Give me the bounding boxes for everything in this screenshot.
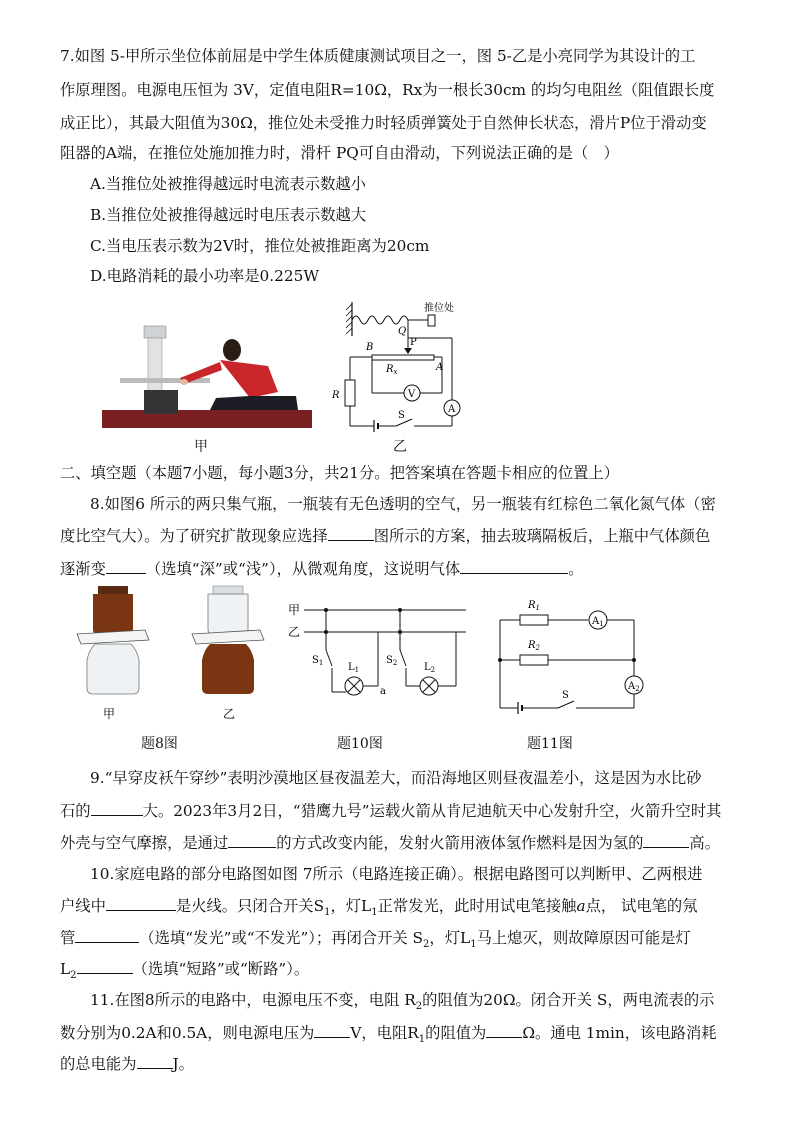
q9-line-2: 石的 大。2023年3月2日，“猎鹰九号”运载火箭从肯尼迪航天中心发射升空，火箭升空时其 xyxy=(60,802,722,820)
switch-s2-label: $S_2$ xyxy=(386,655,398,667)
q7-line-4: 阻器的A端，在推位处施加推力时，滑杆 PQ可自由滑动，下列说法正确的是（ ） xyxy=(60,144,619,162)
q8-blank-3[interactable] xyxy=(460,558,568,574)
q11-line-3: 的总电能为 J。 xyxy=(60,1055,194,1073)
q8-line-1: 8.如图6 所示的两只集气瓶，一瓶装有无色透明的空气，另一瓶装有红棕色二氧化氮气体（密 xyxy=(90,495,716,513)
q7-figure-yi-caption: 乙 xyxy=(393,439,407,455)
label-r: R xyxy=(332,390,340,401)
caption-fig10: 题10图 xyxy=(337,736,383,752)
q10-blank-1[interactable] xyxy=(106,895,176,911)
parallel-circuit-figure xyxy=(492,590,652,720)
q7-option-a: A.当推位处被推得越远时电流表示数越小 xyxy=(90,175,366,193)
q8-blank-1[interactable] xyxy=(328,525,374,541)
gas-jars-figure xyxy=(75,582,265,722)
point-a-label: a xyxy=(380,686,386,697)
label-q: Q xyxy=(398,326,407,337)
fig8-jia-label: 甲 xyxy=(103,707,116,721)
section-2-title: 二、填空题（本题7小题，每小题3分，共21分。把答案填在答题卡相应的位置上） xyxy=(60,464,620,482)
label-s: S xyxy=(398,410,405,421)
q9-blank-2[interactable] xyxy=(228,832,276,848)
label-a-end: A xyxy=(436,362,444,373)
q8-blank-2[interactable] xyxy=(106,558,146,574)
q10-line-3: 管 （选填“发光”或“不发光”）；再闭合开关 $S_2$，灯$L_1$马上熄灭，则故障原因可能是灯 xyxy=(60,929,691,951)
label-b: B xyxy=(366,342,374,353)
wire-jia-label: 甲 xyxy=(288,603,301,617)
switch-s1-label: $S_1$ xyxy=(312,655,324,667)
ammeter-label: A xyxy=(448,404,456,415)
label-rx: $R_x$ xyxy=(386,364,398,376)
q7-figure-jia-caption: 甲 xyxy=(194,439,208,455)
q11-blank-1[interactable] xyxy=(314,1022,350,1038)
q7-option-b: B.当推位处被推得越远时电压表示数越大 xyxy=(90,206,367,224)
q11-line-1: 11.在图8所示的电路中，电源电压不变，电阻 $R_2$的阻值为20Ω。闭合开关 S，两电流表的示 xyxy=(90,991,715,1013)
push-point-label: 推位处 xyxy=(424,303,454,314)
wire-yi-label: 乙 xyxy=(288,625,301,639)
q9-line-1: 9.“早穿皮袄午穿纱”表明沙漠地区昼夜温差大，而沿海地区则昼夜温差小，这是因为水比砂 xyxy=(90,769,702,787)
voltmeter-label: V xyxy=(408,389,416,400)
q8-line-2: 度比空气大）。为了研究扩散现象应选择 图所示的方案，抽去玻璃隔板后，上瓶中气体颜色 xyxy=(60,527,711,545)
switch-s-label: S xyxy=(562,690,569,701)
ammeter-a1-label: $A_1$ xyxy=(592,616,604,628)
q10-blank-3[interactable] xyxy=(77,958,133,974)
q11-line-2: 数分别为0.2A和0.5A，则电源电压为 V，电阻$R_1$的阻值为 Ω。通电 1min，该电路消耗 xyxy=(60,1024,717,1046)
q10-blank-2[interactable] xyxy=(75,927,139,943)
q7-line-3: 成正比），其最大阻值为30Ω，推位处未受推力时轻质弹簧处于自然伸长状态，滑片P位于滑动变 xyxy=(60,114,707,132)
sit-and-reach-photo xyxy=(100,318,315,430)
push-circuit-diagram xyxy=(330,298,470,458)
q9-line-3: 外壳与空气摩擦，是通过 的方式改变内能，发射火箭用液体氢作燃料是因为氢的 高。 xyxy=(60,834,721,852)
r1-label: $R_1$ xyxy=(528,600,540,612)
lamp-l1-label: $L_1$ xyxy=(348,662,360,674)
lamp-l2-label: $L_2$ xyxy=(424,662,436,674)
q7-line-2: 作原理图。电源电压恒为 3V，定值电阻R=10Ω，Rx为一根长30cm 的均匀电阻丝（阻值跟长度 xyxy=(60,81,715,99)
q10-line-2: 户线中 是火线。只闭合开关$S_1$，灯$L_1$正常发光，此时用试电笔接触a点， 试电笔的氖 xyxy=(60,897,698,919)
q7-option-c: C.当电压表示数为2V时，推位处被推距离为20cm xyxy=(90,237,430,255)
q11-blank-3[interactable] xyxy=(137,1053,173,1069)
ammeter-a2-label: $A_2$ xyxy=(628,681,640,693)
q7-option-d: D.电路消耗的最小功率是0.225W xyxy=(90,267,320,285)
q7-line-1: 7.如图 5-甲所示坐位体前屈是中学生体质健康测试项目之一，图 5-乙是小亮同学为其设计的工 xyxy=(60,47,696,65)
caption-fig11: 题11图 xyxy=(527,736,573,752)
q11-blank-2[interactable] xyxy=(486,1022,522,1038)
label-p: P xyxy=(410,337,417,348)
q9-blank-3[interactable] xyxy=(643,832,689,848)
fig8-yi-label: 乙 xyxy=(223,707,236,721)
household-circuit-figure xyxy=(286,600,468,700)
q8-line-3: 逐渐变 （选填“深”或“浅”），从微观角度，这说明气体 。 xyxy=(60,560,584,578)
caption-fig8: 题8图 xyxy=(141,736,178,752)
q10-line-4: $L_2$ （选填“短路”或“断路”）。 xyxy=(60,960,310,982)
q9-blank-1[interactable] xyxy=(91,800,143,816)
r2-label: $R_2$ xyxy=(528,640,540,652)
q10-line-1: 10.家庭电路的部分电路图如图 7所示（电路连接正确）。根据电路图可以判断甲、乙两根进 xyxy=(90,865,703,883)
